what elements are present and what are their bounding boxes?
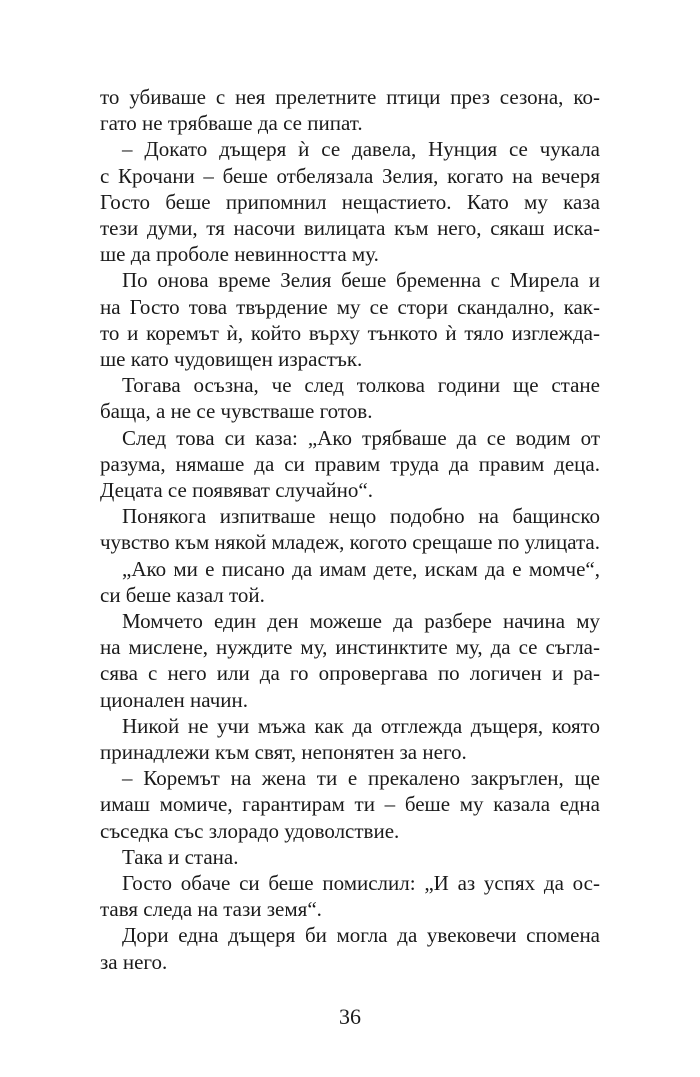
text-line: По онова време Зелия беше бременна с Мирела и [122, 268, 600, 293]
text-line: – Докато дъщеря ѝ се давела, Нунция се чукала [122, 137, 600, 162]
text-line: разума, нямаше да си правим труда да правим деца. [100, 451, 600, 476]
text-line: Така и стана. [122, 844, 239, 869]
text-line: тези думи, тя насочи вилицата към него, сякаш иска- [100, 216, 600, 240]
text-line: Децата се появяват случайно“. [100, 478, 373, 502]
text-line: Госто обаче си беше помислил: „И аз успях да ос- [122, 871, 600, 895]
text-line: Понякога изпитваше нещо подобно на бащинско [122, 504, 600, 529]
text-line: на Госто това твърдение му се стори скандално, как- [100, 294, 600, 319]
text-line: ше като чудовищен израстък. [100, 347, 363, 371]
text-line: ционален начин. [100, 687, 249, 712]
text-line: си беше казал той. [100, 582, 265, 607]
text-line: с Крочани – беше отбелязала Зелия, когато на вечеря [100, 163, 600, 188]
text-line: Тогава осъзна, че след толкова години ще стане [122, 373, 600, 398]
text-line: Никой не учи мъжа как да отглежда дъщеря, която [122, 713, 600, 738]
page-number: 36 [339, 1004, 361, 1029]
text-line: на мислене, нуждите му, инстинктите му, да се съгла- [100, 635, 600, 660]
text-line: Дори една дъщеря би могла да увековечи спомена [122, 923, 600, 948]
text-line: имаш момиче, гарантирам ти – беше му казала една [100, 792, 600, 817]
text-line: Момчето един ден можеше да разбере начина му [122, 609, 600, 633]
text-line: принадлежи към свят, непонятен за него. [100, 740, 467, 764]
text-line: тавя следа на тази земя“. [100, 897, 322, 922]
text-line: След това си каза: „Ако трябваше да се водим от [122, 425, 600, 450]
text-line: ше да проболе невинността му. [100, 242, 379, 267]
book-page-text [100, 84, 600, 1044]
text-line: сява с него или да го опровергава по логичен и ра- [100, 661, 600, 686]
text-line: гато не трябваше да се пипат. [100, 111, 363, 136]
text-line: Госто беше припомнил нещастието. Като му каза [100, 189, 600, 214]
text-line: съседка със злорадо удоволствие. [100, 818, 400, 843]
text-line: чувство към някой младеж, когото срещаше по улицата. [100, 530, 600, 555]
text-line: за него. [100, 949, 168, 974]
text-line: то и коремът ѝ, който върху тънкото ѝ тяло изглежда- [100, 320, 600, 345]
text-line: баща, а не се чувстваше готов. [100, 399, 373, 424]
text-line: „Ако ми е писано да имам дете, искам да е момче“, [122, 556, 600, 581]
text-line: – Коремът на жена ти е прекалено закръглен, ще [122, 766, 600, 791]
text-line: то убиваше с нея прелетните птици през сезона, ко- [100, 85, 600, 109]
